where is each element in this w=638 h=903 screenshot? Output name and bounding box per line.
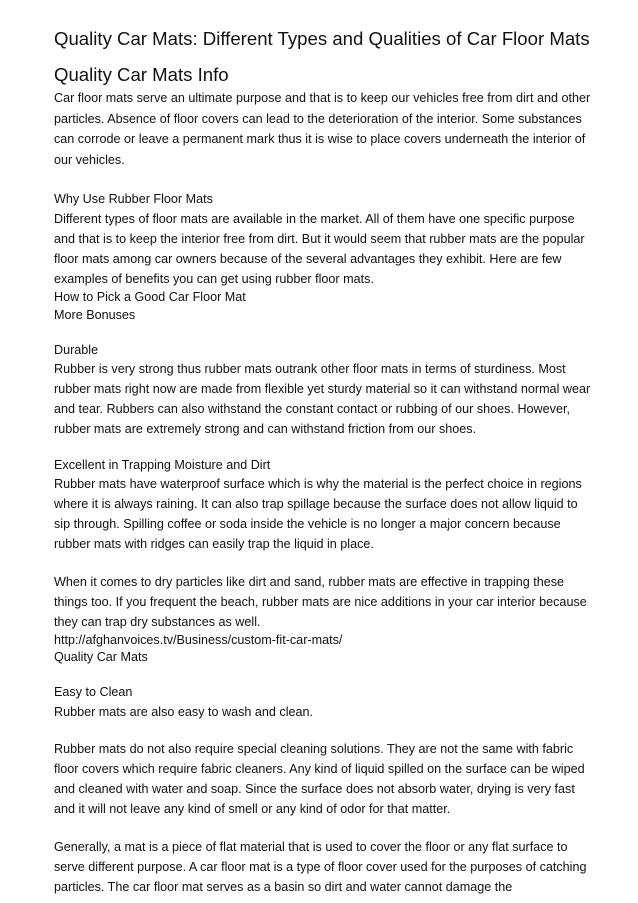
intro-paragraph: Car floor mats serve an ultimate purpose and that is to keep our vehicles free from dirt and other particles. Absence of floor covers can lead to the deterioration of the interior. Some substances can corrode or leave a permanent mark thus it is wise to place covers underneath the interior of our vehicles. bbox=[54, 91, 591, 167]
spacer bbox=[54, 324, 594, 342]
solutions-paragraph: Rubber mats do not also require special cleaning solutions. They are not the same with fabric floor covers which require fabric cleaners. Any kind of liquid spilled on the surface can be wiped and cleaned with water and soap. Since the surface does not absorb water, drying is very fast and it will not leave any kind of smell or any kind of odor for that matter. bbox=[54, 742, 585, 816]
link-how-to-pick[interactable]: How to Pick a Good Car Floor Mat bbox=[54, 290, 246, 304]
spacer bbox=[54, 170, 594, 189]
durable-paragraph: Rubber is very strong thus rubber mats outrank other floor mats in terms of sturdiness. Most rubber mats right now are made from flexible yet sturdy material so it can withstand normal wear and tear. Rubbers can also withstand the constant contact or rubbing of our shoes. However, rubber mats are extremely strong and can withstand friction from our shoes. bbox=[54, 362, 591, 436]
link-more-bonuses[interactable]: More Bonuses bbox=[54, 307, 136, 322]
document-title: Quality Car Mats: Different Types and Qualities of Car Floor Mats bbox=[54, 28, 590, 49]
moisture-heading: Excellent in Trapping Moisture and Dirt bbox=[54, 457, 271, 472]
source-url-link[interactable]: http://afghanvoices.tv/Business/custom-fit-car-mats/ bbox=[54, 632, 343, 647]
dry-particles-paragraph: When it comes to dry particles like dirt and sand, rubber mats are effective in trapping these things too. If you frequent the beach, rubber mats are nice additions in your car interior because they can trap dry substances as well. bbox=[54, 574, 587, 629]
link-quality-car-mats[interactable]: Quality Car Mats bbox=[54, 650, 148, 664]
clean-heading: Easy to Clean bbox=[54, 685, 133, 699]
why-heading: Why Use Rubber Floor Mats bbox=[54, 192, 213, 206]
section-title-info: Quality Car Mats Info bbox=[54, 64, 229, 85]
spacer bbox=[54, 819, 594, 837]
spacer bbox=[54, 722, 594, 740]
general-paragraph: Generally, a mat is a piece of flat material that is used to cover the floor or any flat surface to serve different purpose. A car floor mat is a type of floor cover used for the purposes of catching particles. The car floor mat serves as a basin so dirt and water cannot damage the bbox=[54, 839, 587, 894]
moisture-paragraph: Rubber mats have waterproof surface which is why the material is the perfect choice in regions where it is always raining. It can also trap spillage because the surface does not allow liquid to sip through. Spilling coffee or soda inside the vehicle is no longer a major concern because rubber mats with ridges can easily trap the liquid in place. bbox=[54, 477, 582, 551]
clean-paragraph: Rubber mats are also easy to wash and clean. bbox=[54, 704, 314, 719]
spacer bbox=[54, 439, 594, 457]
durable-heading: Durable bbox=[54, 342, 99, 357]
spacer bbox=[54, 667, 594, 685]
spacer bbox=[54, 554, 594, 572]
why-paragraph: Different types of floor mats are available in the market. All of them have one specific purpose and that is to keep the interior free from dirt. But it would seem that rubber mats are the popular floor mats among car owners because of the several advantages they exhibit. Here are few examples of benefits you can get using rubber floor mats. bbox=[54, 212, 585, 286]
